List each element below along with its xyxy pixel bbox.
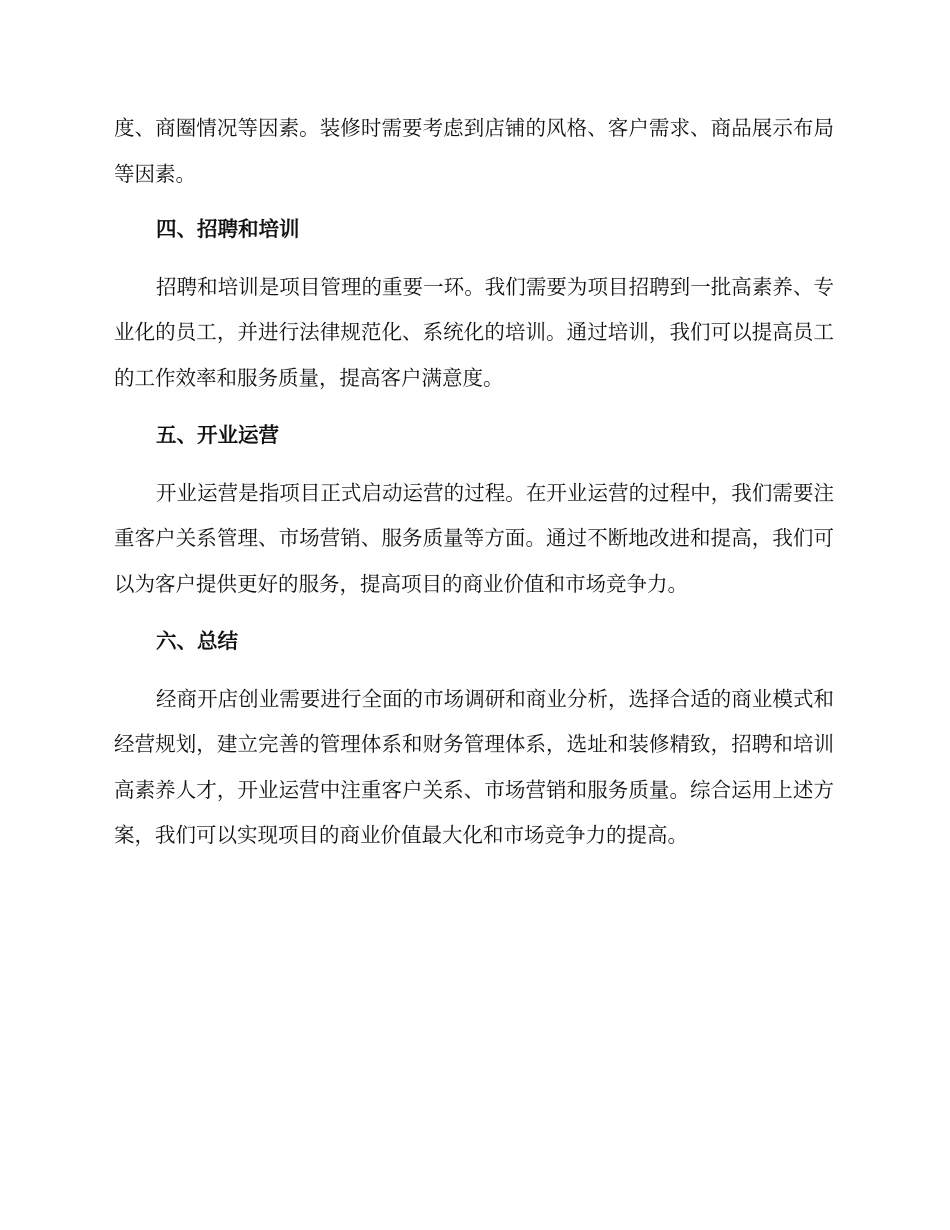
- section-body-operations: 开业运营是指项目正式启动运营的过程。在开业运营的过程中，我们需要注重客户关系管理、市场营销、服务质量等方面。通过不断地改进和提高，我们可以为客户提供更好的服务，提高项目的商业价值和市场竞争力。: [114, 480, 834, 596]
- section-heading-recruitment: 四、招聘和培训: [156, 217, 300, 241]
- section-body-summary: 经商开店创业需要进行全面的市场调研和商业分析，选择合适的商业模式和经营规划，建立完善的管理体系和财务管理体系，选址和装修精致，招聘和培训高素养人才，开业运营中注重客户关系、市场营销和服务质量。综合运用上述方案，我们可以实现项目的商业价值最大化和市场竞争力的提高。: [114, 686, 834, 847]
- section-heading-summary: 六、总结: [156, 629, 238, 653]
- section-body-recruitment: 招聘和培训是项目管理的重要一环。我们需要为项目招聘到一批高素养、专业化的员工，并进行法律规范化、系统化的培训。通过培训，我们可以提高员工的工作效率和服务质量，提高客户满意度。: [114, 274, 834, 390]
- section-heading-operations: 五、开业运营: [156, 423, 279, 447]
- continued-paragraph: 度、商圈情况等因素。装修时需要考虑到店铺的风格、客户需求、商品展示布局等因素。: [114, 116, 834, 186]
